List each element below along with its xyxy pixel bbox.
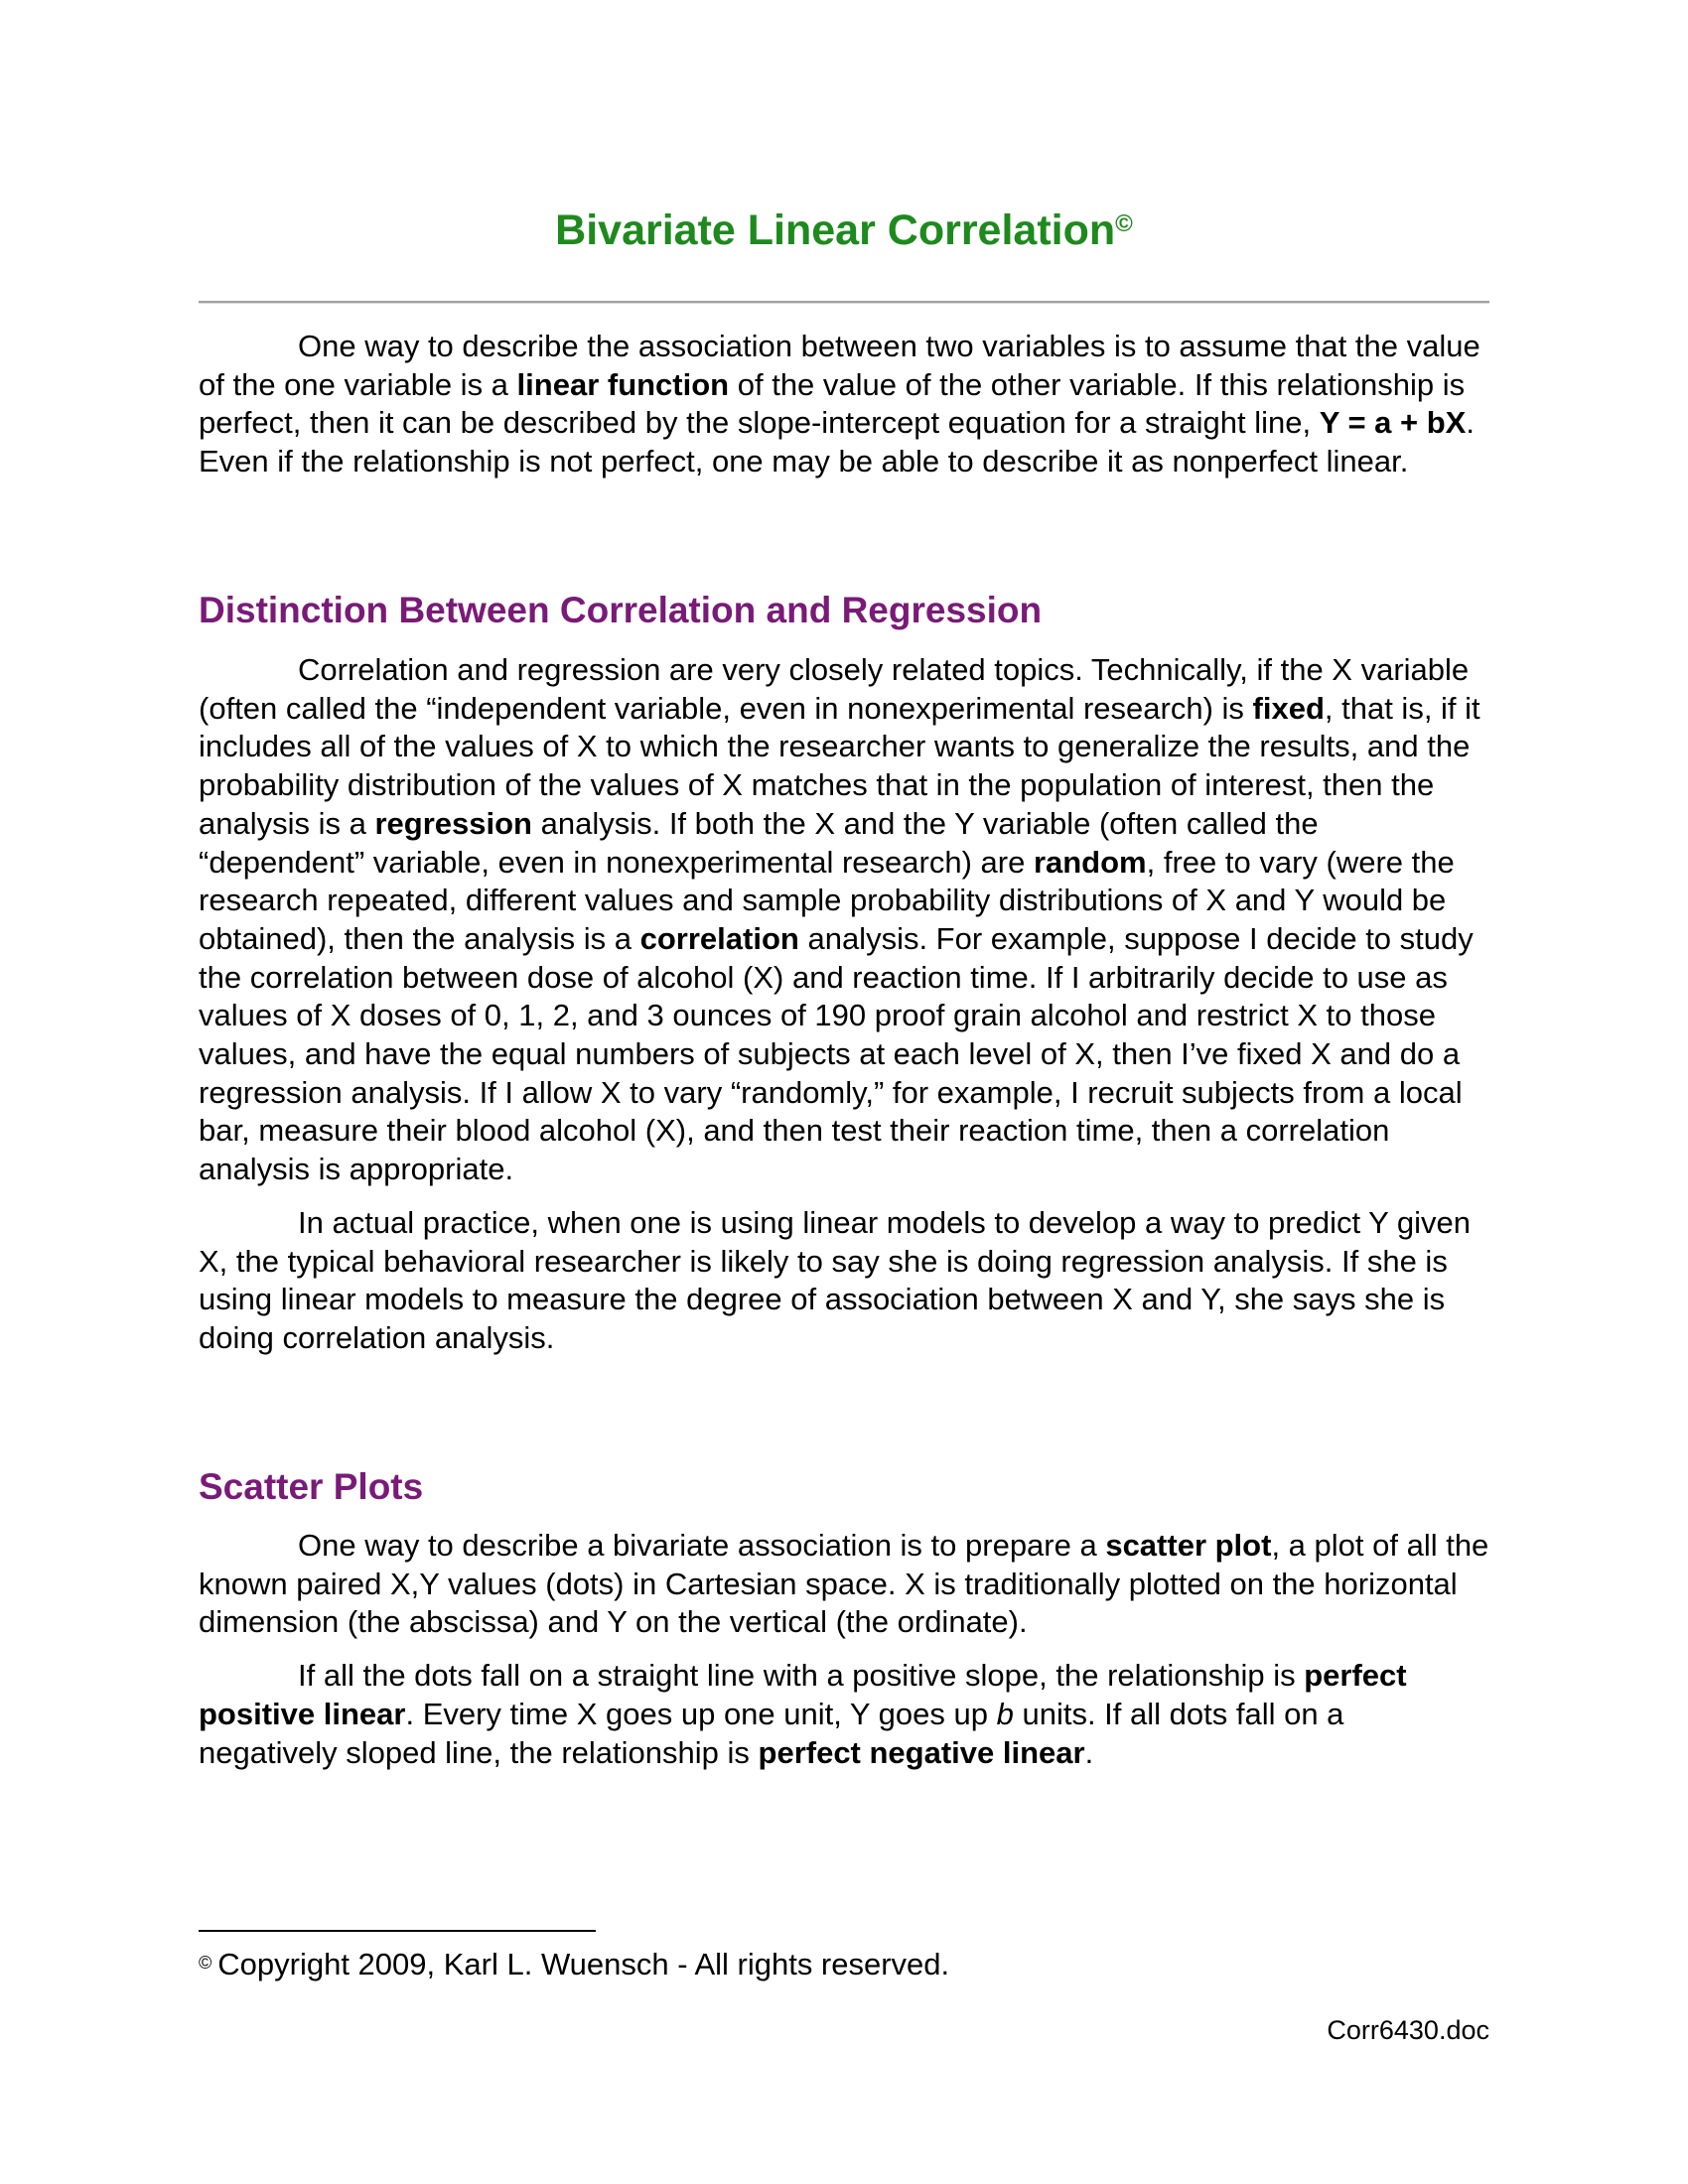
text-run: One way to describe the association between two variables is to assume that the value of the one variable is a: [199, 329, 1480, 402]
text-run: analysis. For example, suppose I decide to study the correlation between dose of alcohol (X) and reaction time. If I arbitrarily decide to use as values of X doses of 0, 1, 2, and 3 ounces of 190 proof grain alcohol and restrict X to those values, and have the equal numbers of subjects at each level of X, then I’ve fixed X and do a regression analysis. If I allow X to vary “randomly,” for example, I recruit subjects from a local bar, measure their blood alcohol (X), and then test their reaction time, then a correlation analysis is appropriate.: [199, 920, 1474, 1187]
italic-term: b: [996, 1696, 1014, 1731]
document-filename: Corr6430.doc: [1327, 2015, 1489, 2045]
body-paragraph: [199, 1527, 1489, 1642]
section-heading-distinction: Distinction Between Correlation and Regression: [199, 590, 1043, 630]
text-run: One way to describe a bivariate association is to prepare a: [298, 1528, 1106, 1563]
section-body-scatter-plots: [199, 1527, 1489, 1772]
footnote-separator: [199, 1930, 596, 1932]
footnote-mark: ©: [199, 1953, 212, 1973]
text-run: In actual practice, when one is using linear models to develop a way to predict Y given X, the typical behavioral researcher is likely to say she is doing regression analysis. If she is using linear models to measure the degree of association between X and Y, she says she is doing correlation analysis.: [199, 1204, 1471, 1355]
text-run: analysis. If both the X and the Y variable (often called the “dependent” variable, even in nonexperimental research) are: [199, 805, 1319, 880]
bold-term: regression: [374, 805, 532, 841]
bold-term: perfect positive linear: [199, 1658, 1407, 1731]
bold-term: Y = a + bX: [1319, 405, 1467, 441]
page-title-text: Bivariate Linear Correlation: [555, 206, 1116, 254]
text-run: of the value of the other variable. If this relationship is perfect, then it can be described by the slope-intercept equation for a straight line,: [199, 366, 1466, 441]
text-run: units. If all dots fall on a negatively sloped line, the relationship is: [199, 1696, 1344, 1770]
section-body-distinction: [199, 651, 1489, 1358]
copyright-mark: ©: [1115, 210, 1133, 237]
text-run: . Even if the relationship is not perfect, one may be able to describe it as nonperfect linear.: [199, 405, 1475, 479]
text-run: . Every time X goes up one unit, Y goes up: [405, 1696, 997, 1731]
text-run: , that is, if it includes all of the values of X to which the researcher wants to generalize the results, and the probability distribution of the values of X matches that in the population of interest, then the analysis is a: [199, 690, 1480, 841]
text-run: , free to vary (were the research repeated, different values and sample probability distributions of X and Y would be obtained), then the analysis is a: [199, 844, 1455, 956]
footnote: [199, 1946, 1489, 1983]
bold-term: linear function: [516, 366, 730, 402]
bold-term: fixed: [1252, 690, 1325, 726]
bold-term: perfect negative linear: [758, 1734, 1085, 1770]
body-paragraph: [199, 1657, 1489, 1772]
text-run: , a plot of all the known paired X,Y values (dots) in Cartesian space. X is traditionally plotted on the horizontal dimension (the abscissa) and Y on the vertical (the ordinate).: [199, 1528, 1489, 1640]
section-heading-scatter-plots: Scatter Plots: [199, 1466, 424, 1507]
body-paragraph: [199, 1204, 1489, 1358]
bold-term: random: [1033, 844, 1147, 880]
intro-block: [199, 328, 1489, 481]
bold-term: scatter plot: [1105, 1528, 1272, 1563]
text-run: Correlation and regression are very closely related topics. Technically, if the X variable (often called the “independent variable, even in nonexperimental research) is: [199, 652, 1470, 726]
body-paragraph: [199, 651, 1489, 1189]
title-divider: [199, 301, 1489, 304]
page-title: [199, 204, 1489, 257]
footnote-text: Copyright 2009, Karl L. Wuensch - All rights reserved.: [217, 1947, 950, 1981]
intro-paragraph: [199, 328, 1489, 481]
text-run: .: [1084, 1734, 1094, 1770]
text-run: If all the dots fall on a straight line with a positive slope, the relationship is: [298, 1658, 1305, 1694]
bold-term: correlation: [639, 920, 799, 956]
